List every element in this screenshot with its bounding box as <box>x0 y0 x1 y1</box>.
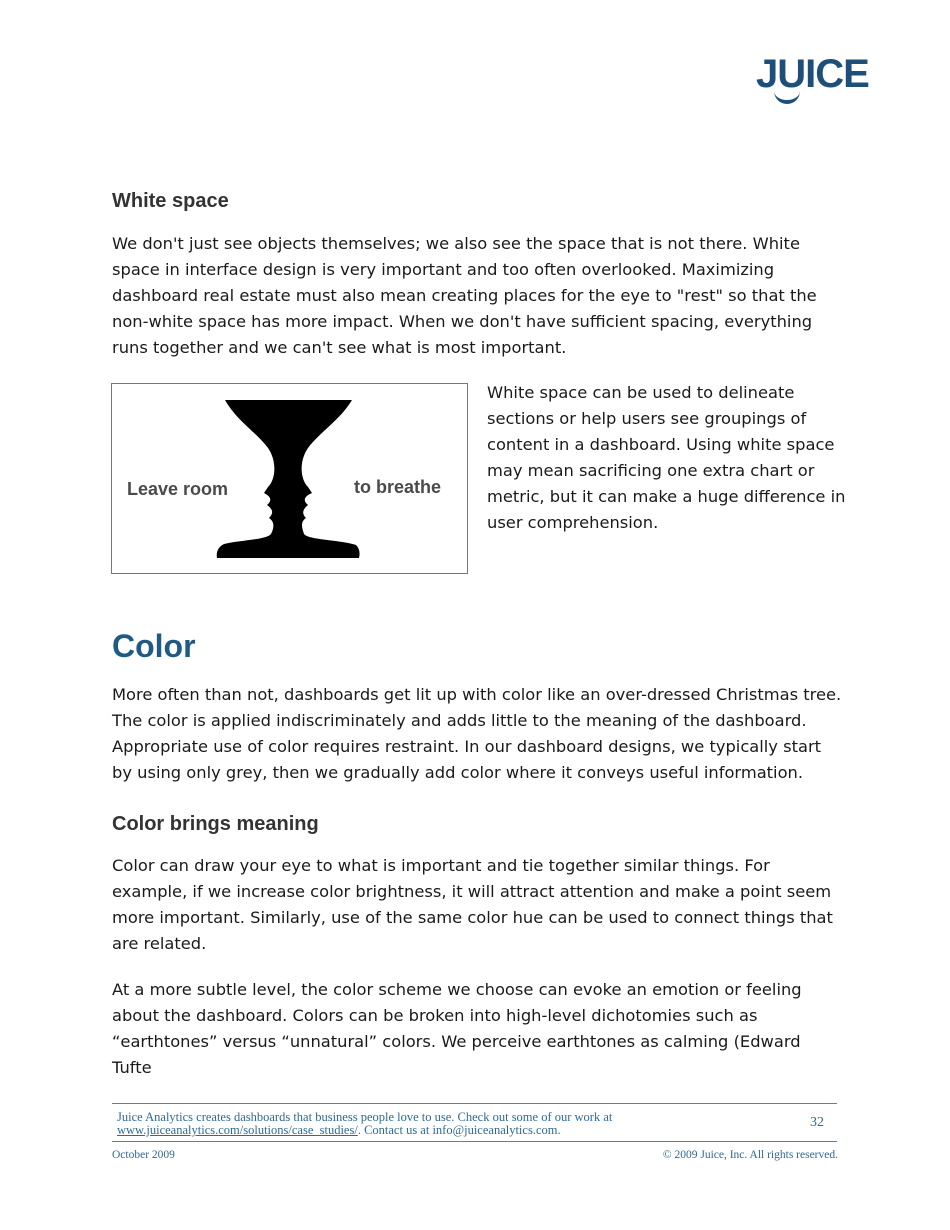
color-brings-meaning-heading: Color brings meaning <box>112 813 319 835</box>
footer-line-1: Juice Analytics creates dashboards that business people love to use. Check out some of our work at <box>117 1110 613 1124</box>
juice-logo <box>756 54 869 94</box>
rubin-vase-figure <box>111 383 468 574</box>
footer-date: October 2009 <box>112 1149 175 1161</box>
footer-blurb <box>117 1111 757 1137</box>
figure-left-label: Leave room <box>127 479 229 499</box>
page-number: 32 <box>810 1115 824 1130</box>
color-meaning-paragraph: Color can draw your eye to what is important and tie together similar things. For example, if we increase color brightness, it will attract attention and make a point seem more important. Similarly, use of the same color hue can be used to connect things that are related. <box>112 856 833 953</box>
figure-right-label: to breathe <box>354 477 442 497</box>
white-space-heading: White space <box>112 190 229 212</box>
color-paragraph: More often than not, dashboards get lit up with color like an over-dressed Christmas tree. The color is applied indiscriminately and adds little to the meaning of the dashboard. Appropriate use of color requires restraint. In our dashboard designs, we typically start by using only grey, then we gradually add color where it conveys useful information. <box>112 685 842 782</box>
logo-text: JUICE <box>756 52 869 96</box>
footer-top-rule <box>112 1103 837 1104</box>
footer-contact: . Contact us at info@juiceanalytics.com. <box>357 1123 561 1137</box>
footer-bottom-rule <box>112 1141 837 1142</box>
white-space-paragraph: We don't just see objects themselves; we also see the space that is not there. White space in interface design is very important and too often overlooked. Maximizing dashboard real estate must also mean creating places for the eye to "rest" so that the non-white space has more impact. When we don't have sufficient spacing, everything runs together and we can't see what is most important. <box>112 234 817 357</box>
case-studies-link[interactable]: www.juiceanalytics.com/solutions/case_studies/ <box>117 1123 358 1137</box>
color-heading: Color <box>112 628 196 664</box>
footer-copyright: © 2009 Juice, Inc. All rights reserved. <box>662 1149 838 1161</box>
color-emotion-paragraph: At a more subtle level, the color scheme we choose can evoke an emotion or feeling about the dashboard. Colors can be broken into high-level dichotomies such as “earthtones” versus “unnatural” colors. We perceive earthtones as calming (Edward Tufte <box>112 980 802 1077</box>
white-space-side-paragraph: White space can be used to delineate sections or help users see groupings of content in a dashboard. Using white space may mean sacrificing one extra chart or metric, but it can make a huge difference in user comprehension. <box>487 383 846 532</box>
logo-smile-mark <box>774 88 800 104</box>
